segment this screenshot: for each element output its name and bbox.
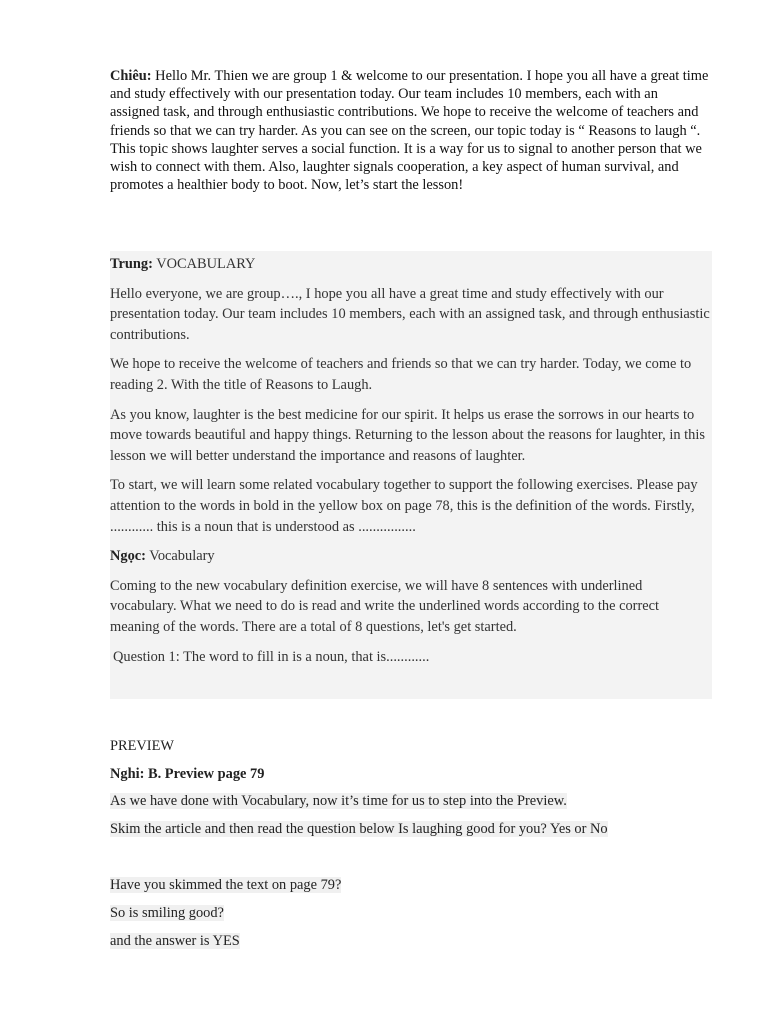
vocab-paragraph-1: Hello everyone, we are group…., I hope you all have a great time and study effectively with our presentation today. Our team includes 10 members, each with an assigned task, and through enthusiastic contributions. — [110, 285, 710, 343]
speaker-trung: Trung: — [110, 256, 153, 272]
question-1: Question 1: The word to fill in is a noun, that is............ — [113, 648, 430, 665]
preview-line-1-text: As we have done with Vocabulary, now it’s time for us to step into the Preview. — [110, 793, 567, 809]
trung-heading-line — [110, 251, 712, 275]
vocab-paragraph-3: As you know, laughter is the best medicine for our spirit. It helps us erase the sorrows in our hearts to move towards beautiful and happy things. Returning to the lesson about the reasons for laughter, in this lesson we will better understand the importance and reasons of laughter. — [110, 406, 705, 464]
nghi-heading — [110, 764, 710, 784]
speaker-ngoc: Ngọc: — [110, 548, 146, 565]
preview-line-3-text: Have you skimmed the text on page 79? — [110, 877, 342, 893]
nghi-heading-text: Nghi: B. Preview page 79 — [110, 766, 265, 782]
ngoc-heading: Vocabulary — [145, 548, 215, 565]
preview-line-4-text: So is smiling good? — [110, 905, 224, 921]
preview-line-5 — [110, 931, 710, 951]
preview-line-5-text: and the answer is YES — [110, 933, 240, 949]
trung-heading: VOCABULARY — [152, 256, 256, 272]
ngoc-heading-line — [110, 546, 712, 567]
preview-line-2 — [110, 819, 710, 839]
intro-paragraph — [110, 67, 710, 194]
preview-line-3 — [110, 875, 710, 895]
vocab-paragraph-4: To start, we will learn some related vocabulary together to support the following exercises. Please pay attention to the words in bold in the yellow box on page 78, this is the definition of the words. Firstly, ............ this is a noun that is understood as ................ — [110, 477, 698, 535]
preview-title: PREVIEW — [110, 738, 174, 754]
preview-line-1 — [110, 791, 710, 811]
preview-section — [110, 736, 710, 951]
preview-line-2-text: Skim the article and then read the question below Is laughing good for you? Yes or No — [110, 821, 608, 837]
preview-line-4 — [110, 903, 710, 923]
ngoc-paragraph: Coming to the new vocabulary definition exercise, we will have 8 sentences with underlined vocabulary. What we need to do is read and write the underlined words according to the correct meaning of the words. There are a total of 8 questions, let's get started. — [110, 577, 660, 635]
vocabulary-section — [110, 251, 712, 699]
speaker-chieu: Chiêu: — [110, 68, 152, 84]
vocab-paragraph-2: We hope to receive the welcome of teachers and friends so that we can try harder. Today, we come to reading 2. With the title of Reasons to Laugh. — [110, 356, 692, 393]
intro-text: Hello Mr. Thien we are group 1 & welcome to our presentation. I hope you all have a great time and study effectively with our presentation today. Our team includes 10 members, each with an assigned task, and through enthusiastic contributions. We hope to receive the welcome of teachers and friends so that we can try harder. As you can see on the screen, our topic today is “ Reasons to laugh “. This topic shows laughter serves a social function. It is a way for us to signal to another person that we wish to connect with them. Also, laughter signals cooperation, a key aspect of human survival, and promotes a healthier body to boot. Now, let’s start the lesson! — [110, 68, 709, 194]
